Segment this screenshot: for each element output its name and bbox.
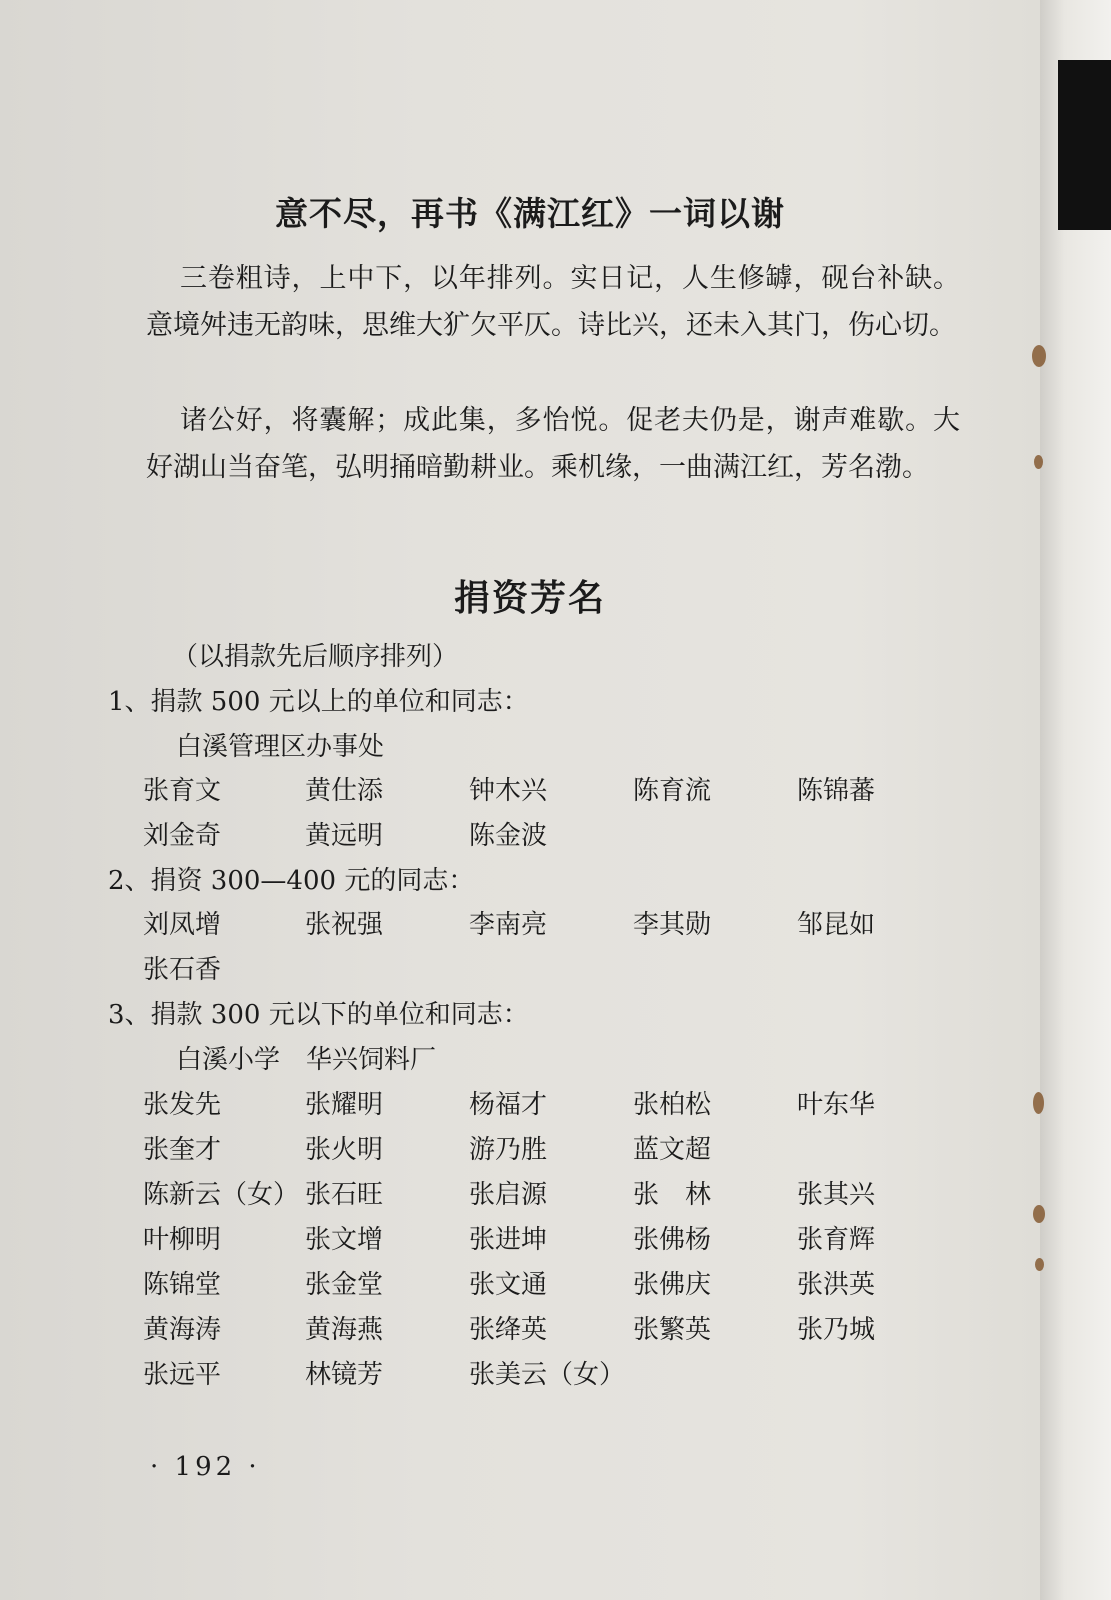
poem-title: 意不尽，再书《满江红》一词以谢 bbox=[275, 194, 785, 233]
group-units-1: 白溪管理区办事处 bbox=[176, 732, 385, 762]
donor-list-title: 捐资芳名 bbox=[453, 578, 606, 619]
donor-name: 陈育流 bbox=[633, 776, 712, 806]
stain-mark bbox=[1033, 1205, 1045, 1223]
group-units-3: 白溪小学 华兴饲料厂 bbox=[176, 1045, 437, 1075]
donor-name: 李其勋 bbox=[633, 910, 712, 940]
page-number: · 192 · bbox=[150, 1452, 261, 1482]
group-heading-2: 2、捐资 300—400 元的同志： bbox=[108, 866, 475, 896]
donor-note: （以捐款先后顺序排列） bbox=[172, 642, 459, 672]
donor-name: 叶东华 bbox=[797, 1090, 876, 1120]
donor-name: 张祝强 bbox=[305, 910, 384, 940]
donor-name: 张火明 bbox=[305, 1135, 384, 1165]
donor-name: 张远平 bbox=[143, 1360, 222, 1390]
donor-name: 林镜芳 bbox=[305, 1360, 384, 1390]
donor-name: 刘金奇 bbox=[143, 821, 222, 851]
donor-name: 张绛英 bbox=[469, 1315, 548, 1345]
donor-name: 张石旺 bbox=[305, 1180, 384, 1210]
donor-name: 张奎才 bbox=[143, 1135, 222, 1165]
donor-name: 张佛庆 bbox=[633, 1270, 712, 1300]
stain-mark bbox=[1033, 1092, 1044, 1114]
donor-name: 张耀明 bbox=[305, 1090, 384, 1120]
stain-mark bbox=[1032, 345, 1046, 367]
stain-mark bbox=[1035, 1258, 1044, 1271]
donor-name: 蓝文超 bbox=[633, 1135, 712, 1165]
donor-name: 杨福才 bbox=[469, 1090, 548, 1120]
donor-name: 李南亮 bbox=[469, 910, 548, 940]
donor-name: 陈新云（女） bbox=[143, 1180, 300, 1210]
donor-name: 张洪英 bbox=[797, 1270, 876, 1300]
donor-name: 陈金波 bbox=[469, 821, 548, 851]
donor-name: 张进坤 bbox=[469, 1225, 548, 1255]
donor-name: 黄仕添 bbox=[305, 776, 384, 806]
donor-name: 陈锦蕃 bbox=[797, 776, 876, 806]
donor-name: 黄海涛 bbox=[143, 1315, 222, 1345]
donor-name: 张石香 bbox=[143, 955, 222, 985]
stain-mark bbox=[1034, 455, 1043, 469]
donor-name: 张启源 bbox=[469, 1180, 548, 1210]
donor-name: 陈锦堂 bbox=[143, 1270, 222, 1300]
group-heading-3: 3、捐款 300 元以下的单位和同志： bbox=[108, 1000, 529, 1030]
donor-name: 游乃胜 bbox=[469, 1135, 548, 1165]
donor-name: 黄远明 bbox=[305, 821, 384, 851]
poem-paragraph-2: 诸公好，将囊解；成此集，多怡悦。促老夫仍是，谢声难歇。大好湖山当奋笔，弘明捅暗勤耕业。乘机缘，一曲满江红，芳名渤。 bbox=[146, 405, 960, 483]
page-edge bbox=[1040, 0, 1111, 1600]
donor-name: 张育辉 bbox=[797, 1225, 876, 1255]
donor-name: 叶柳明 bbox=[143, 1225, 222, 1255]
donor-name: 张柏松 bbox=[633, 1090, 712, 1120]
donor-name: 黄海燕 bbox=[305, 1315, 384, 1345]
donor-name: 邹昆如 bbox=[797, 910, 876, 940]
donor-name: 刘凤增 bbox=[143, 910, 222, 940]
donor-name: 张 林 bbox=[633, 1180, 712, 1210]
donor-name: 张繁英 bbox=[633, 1315, 712, 1345]
donor-name: 张其兴 bbox=[797, 1180, 876, 1210]
donor-name: 钟木兴 bbox=[469, 776, 548, 806]
donor-name: 张佛杨 bbox=[633, 1225, 712, 1255]
donor-name: 张金堂 bbox=[305, 1270, 384, 1300]
donor-name: 张美云（女） bbox=[469, 1360, 626, 1390]
donor-name: 张文增 bbox=[305, 1225, 384, 1255]
donor-name: 张乃城 bbox=[797, 1315, 876, 1345]
donor-name: 张发先 bbox=[143, 1090, 222, 1120]
poem-paragraph-1: 三卷粗诗，上中下，以年排列。实日记，人生修罅，砚台补缺。意境舛违无韵味，思维大犷欠平仄。诗比兴，还未入其门，伤心切。 bbox=[146, 263, 960, 341]
binding-shadow bbox=[1058, 60, 1111, 230]
group-heading-1: 1、捐款 500 元以上的单位和同志： bbox=[108, 687, 529, 717]
donor-name: 张文通 bbox=[469, 1270, 548, 1300]
donor-name: 张育文 bbox=[143, 776, 222, 806]
